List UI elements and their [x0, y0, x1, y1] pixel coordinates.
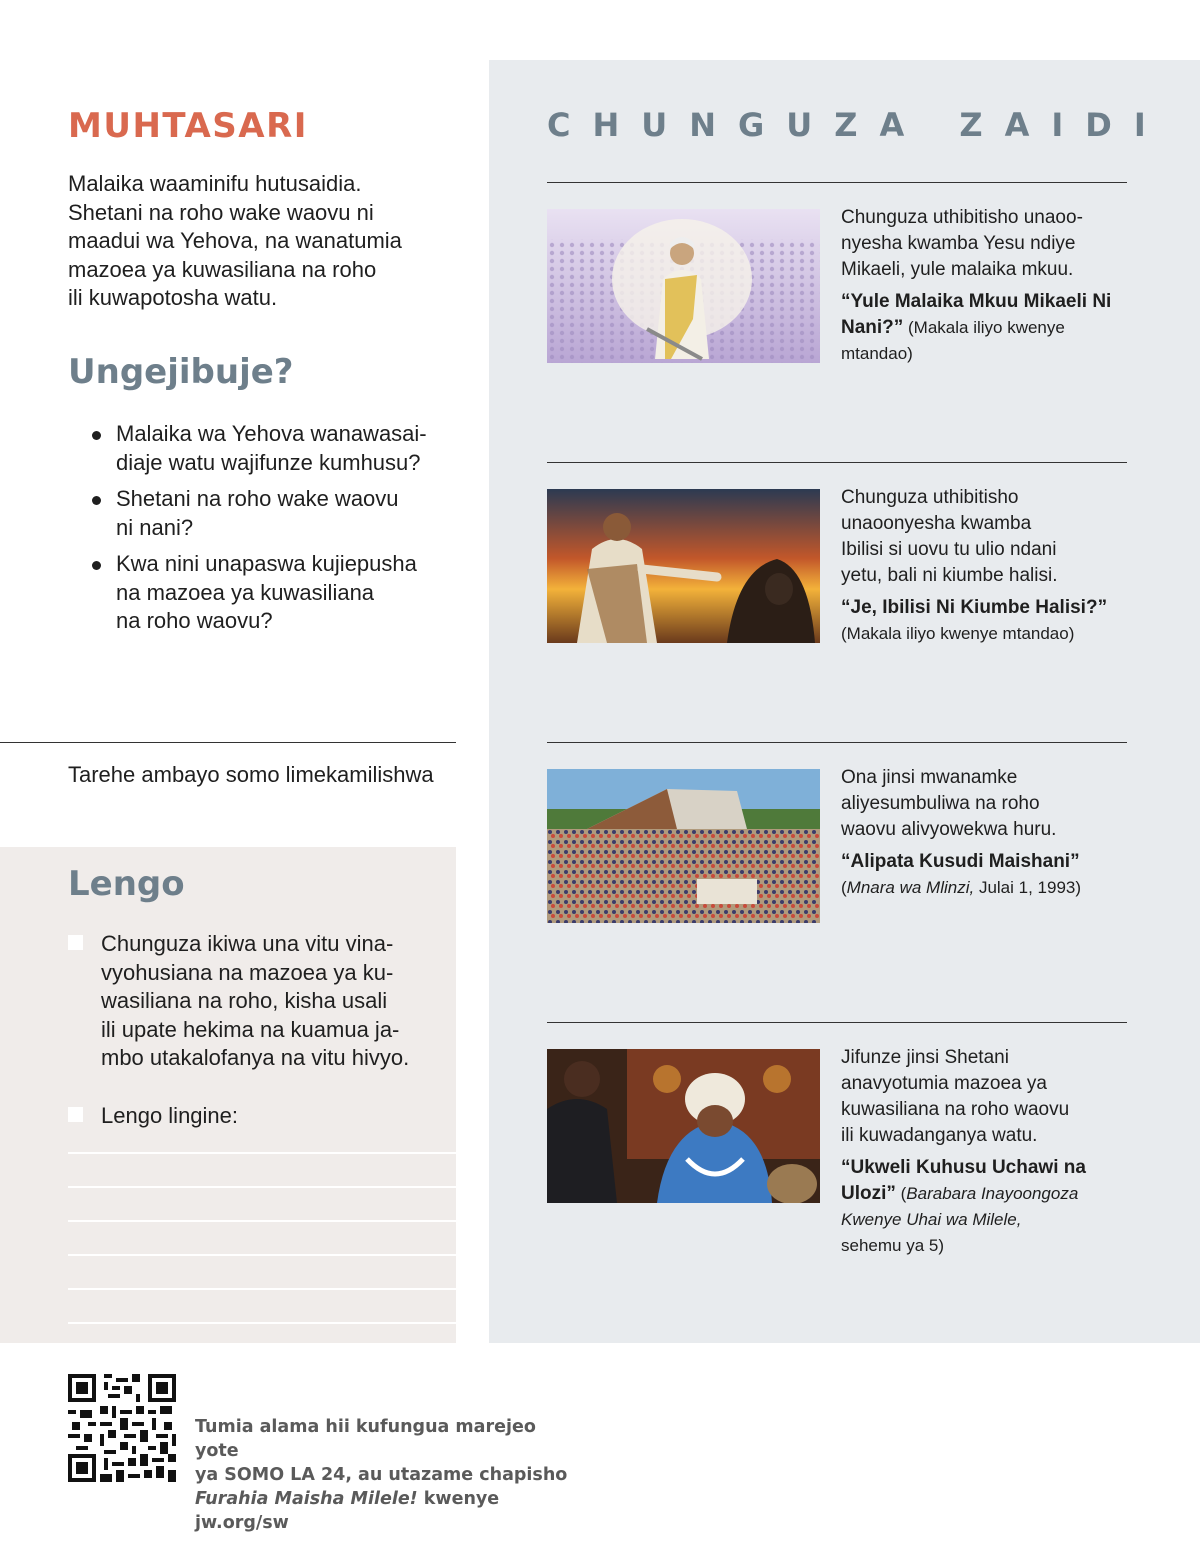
- bullet-icon: [92, 496, 101, 505]
- goal-section: [0, 847, 456, 1343]
- explore-item-description: Chunguza uthibitisho unaoonyesha kwamba Ibilisi si uovu tu ulio ndani yetu, bali ni kiumbe halisi.: [841, 487, 1058, 586]
- explore-item: [841, 485, 1121, 647]
- divider: [547, 742, 1127, 743]
- explore-item-description: Jifunze jinsi Shetani anavyotumia mazoea ya kuwasiliana na roho waovu ili kuwadanganya watu.: [841, 1047, 1070, 1146]
- explore-item-reference[interactable]: [841, 595, 1121, 647]
- archangel-image[interactable]: [547, 209, 820, 363]
- goal-heading: Lengo: [68, 864, 185, 904]
- reference-title: “Ukweli Kuhusu Uchawi na Ulozi”: [841, 1157, 1086, 1204]
- write-line[interactable]: [68, 1322, 456, 1324]
- bullet-icon: [92, 561, 101, 570]
- footer-line: Tumia alama hii kufungua marejeo yote: [195, 1417, 536, 1461]
- reference-publication: Mnara wa Mlinzi,: [846, 878, 975, 897]
- footer-link[interactable]: kwenye jw.org/sw: [195, 1489, 500, 1533]
- crowd-building-image[interactable]: [547, 769, 820, 923]
- bullet-icon: [92, 431, 101, 440]
- divider: [547, 462, 1127, 463]
- explore-item-reference[interactable]: “Alipata Kusudi Maishani” (Mnara wa Mlinzi, Julai 1, 1993): [841, 851, 1082, 897]
- goal-item: [68, 930, 448, 1073]
- write-line[interactable]: [68, 1254, 456, 1256]
- reference-source: sehemu ya 5): [841, 1236, 944, 1255]
- reference-source: (Makala iliyo kwenye mtandao): [841, 624, 1075, 643]
- divider: [547, 182, 1127, 183]
- divider: [547, 1022, 1127, 1023]
- explore-item-description: Ona jinsi mwanamke aliyesumbuliwa na roho waovu alivyowekwa huru.: [841, 767, 1057, 840]
- footer-caption: [195, 1415, 575, 1535]
- review-question: [92, 485, 462, 542]
- review-question: [92, 420, 462, 477]
- reference-publication: Barabara Inayoongoza Kwenye Uhai wa Milele,: [841, 1184, 1079, 1229]
- footer-publication: Furahia Maisha Milele!: [195, 1489, 418, 1509]
- explore-item: [841, 1045, 1121, 1259]
- write-line[interactable]: [68, 1186, 456, 1188]
- jesus-rebuking-devil-image[interactable]: [547, 489, 820, 643]
- review-question: [92, 550, 462, 636]
- explore-item-description: Chunguza uthibitisho unaoo- nyesha kwamba Yesu ndiye Mikaeli, yule malaika mkuu.: [841, 207, 1083, 280]
- review-question-text: Malaika wa Yehova wanawasai- diaje watu wajifunze kumhusu?: [116, 421, 427, 475]
- write-line[interactable]: [68, 1220, 456, 1222]
- explore-item: [841, 765, 1121, 901]
- explore-item: [841, 205, 1121, 367]
- write-line[interactable]: [68, 1288, 456, 1290]
- qr-code-icon[interactable]: [68, 1374, 176, 1482]
- summary-text: Malaika waaminifu hutusaidia. Shetani na roho wake waovu ni maadui wa Yehova, na wanatumia mazoea ya kuwasiliana na roho ili kuwapotosha watu.: [68, 171, 402, 310]
- reference-title: “Je, Ibilisi Ni Kiumbe Halisi?”: [841, 597, 1108, 618]
- goal-item-text: Lengo lingine:: [101, 1103, 239, 1128]
- explore-item-reference[interactable]: [841, 289, 1121, 367]
- write-line[interactable]: [68, 1152, 456, 1154]
- review-heading: Ungejibuje?: [68, 352, 294, 392]
- goal-item-text: Chunguza ikiwa una vitu vina- vyohusiana na mazoea ya ku- wasiliana na roho, kisha usali ili upate hekima na kuamua ja- mbo utakalofanya na vitu hivyo.: [101, 931, 410, 1070]
- review-questions: [92, 420, 462, 644]
- footer-line: ya SOMO LA 24, au utazame chapisho: [195, 1465, 568, 1485]
- review-question-text: Kwa nini unapaswa kujiepusha na mazoea ya kuwasiliana na roho waovu?: [116, 551, 417, 633]
- divider: [0, 742, 456, 743]
- goal-item-other: [68, 1102, 448, 1131]
- reference-title: “Yule Malaika Mkuu Mikaeli Ni Nani?”: [841, 291, 1112, 338]
- goal-checkbox[interactable]: [68, 935, 83, 950]
- reference-source: Julai 1, 1993): [974, 878, 1082, 897]
- summary-heading: MUHTASARI: [68, 106, 308, 146]
- explore-heading: CHUNGUZA ZAIDI: [547, 106, 1168, 144]
- review-question-text: Shetani na roho wake waovu ni nani?: [116, 486, 399, 540]
- reference-source: (Makala iliyo kwenye mtandao): [841, 318, 1065, 363]
- explore-item-reference[interactable]: “Ukweli Kuhusu Uchawi na Ulozi” (Barabara Inayoongoza Kwenye Uhai wa Milele, sehemu ya 5): [841, 1157, 1086, 1255]
- completion-date-label: Tarehe ambayo somo limekamilishwa: [68, 762, 434, 787]
- spirit-medium-image[interactable]: [547, 1049, 820, 1203]
- reference-title: “Alipata Kusudi Maishani”: [841, 851, 1080, 872]
- goal-checkbox[interactable]: [68, 1107, 83, 1122]
